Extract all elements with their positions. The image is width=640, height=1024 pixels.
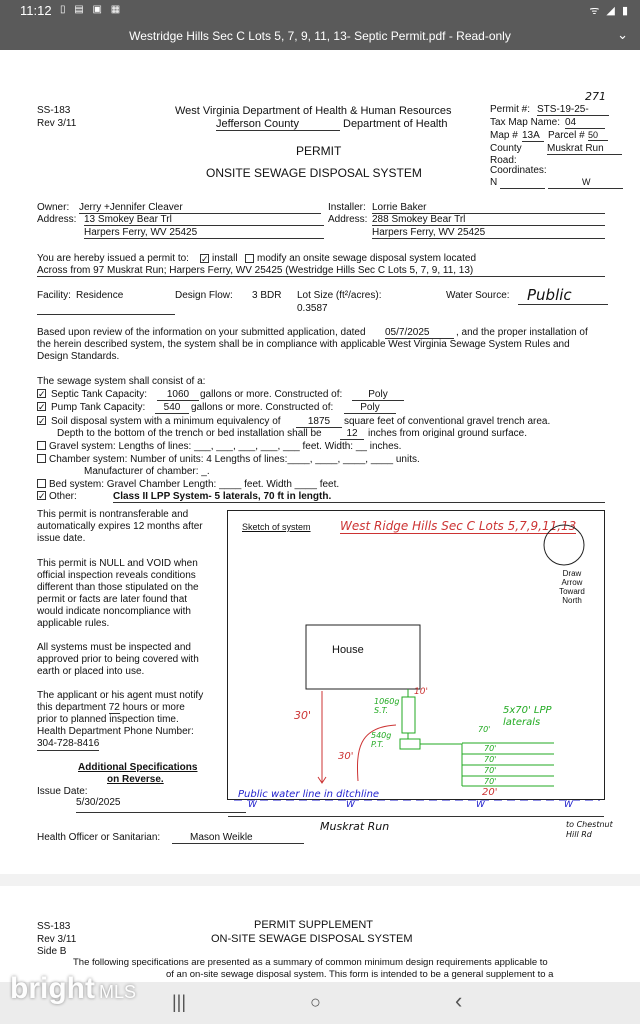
coordinates-label: Coordinates: xyxy=(490,165,547,176)
form-id: SS-183 xyxy=(37,105,71,116)
supplement-side: Side B xyxy=(37,946,67,957)
owner-name: Jerry +Jennifer Cleaver xyxy=(79,202,321,214)
other-checkbox: ✓ xyxy=(38,491,46,501)
watermark-suffix: MLS xyxy=(98,982,136,1002)
watermark-brand: bright xyxy=(10,972,95,1005)
officer-name: Mason Weikle xyxy=(172,832,304,844)
coord-n: N xyxy=(490,177,498,188)
map-value: 13A xyxy=(522,130,544,142)
nontransferable-note: This permit is nontransferable and automatically expires 12 months after issue date. xyxy=(37,509,203,544)
review-text-1b: , and the proper installation of xyxy=(456,327,588,338)
chestnut-hill-label: to Chestnut Hill Rd xyxy=(566,820,613,839)
dept-name: Department of Health xyxy=(343,118,448,130)
issue-date-label: Issue Date: xyxy=(37,786,88,797)
water-w-3: W xyxy=(346,800,355,810)
viewer-titlebar xyxy=(0,22,640,50)
sketch-drawing xyxy=(228,511,606,801)
supplement-subtitle: ON-SITE SEWAGE DISPOSAL SYSTEM xyxy=(211,933,413,945)
lateral-length-5: 70' xyxy=(484,777,497,786)
owner-address-1: 13 Smokey Bear Trl xyxy=(84,214,324,226)
road-label: Muskrat Run xyxy=(320,820,390,833)
form-rev: Rev 3/11 xyxy=(37,118,77,129)
back-button[interactable]: ‹ xyxy=(455,988,463,1013)
issue-date: 5/30/2025 xyxy=(76,797,121,808)
review-text-1: Based upon review of the information on your submitted application, dated xyxy=(37,327,366,338)
dim-20: 20' xyxy=(482,787,498,798)
water-source-value: Public xyxy=(527,286,572,304)
facility-value: Residence xyxy=(76,290,124,301)
issued-text: You are hereby issued a permit to: xyxy=(37,253,189,264)
depth-text: Depth to the bottom of the trench or bed installation shall be xyxy=(57,428,322,439)
dim-10: 10' xyxy=(414,687,428,697)
pump-tank-label: 540g P.T. xyxy=(371,731,392,749)
owner-address-label: Address: xyxy=(37,214,77,225)
permit-number-label: Permit #: xyxy=(490,104,531,115)
septic-capacity: 1060 xyxy=(157,389,199,401)
facility-label: Facility: xyxy=(37,290,71,301)
chevron-down-icon[interactable]: ⌄ xyxy=(617,27,628,42)
gravel-line: Gravel system: Lengths of lines: ___, ___, ___, ___, ___ feet. Width: __ inches. xyxy=(49,441,402,452)
installer-address-1: 288 Smokey Bear Trl xyxy=(372,214,605,226)
parcel-label: Parcel # xyxy=(548,130,585,141)
depth-value: 12 xyxy=(340,428,364,440)
pdf-page[interactable] xyxy=(0,50,640,982)
county-name: Jefferson County xyxy=(216,118,340,131)
inspection-note: All systems must be inspected and approved prior to being covered with earth or placed into use. xyxy=(37,642,199,677)
clock: 11:12 xyxy=(20,3,52,18)
pump-gal-text: gallons or more. Constructed of: xyxy=(191,402,334,413)
other-label: Other: xyxy=(49,491,77,502)
pump-label: Pump Tank Capacity: xyxy=(51,402,146,413)
agency-name: West Virginia Department of Health & Human Resources xyxy=(175,105,452,117)
addl-specs-2: on Reverse. xyxy=(107,774,164,785)
sketch-title: West Ridge Hills Sec C Lots 5,7,9,11,13 xyxy=(340,519,577,533)
north-circle xyxy=(544,525,584,565)
consist-text: The sewage system shall consist of a: xyxy=(37,376,206,387)
officer-label: Health Officer or Sanitarian: xyxy=(37,832,161,843)
lateral-length-3: 70' xyxy=(484,755,497,764)
lot-size-value: 0.3587 xyxy=(297,303,328,314)
lot-size-label: Lot Size (ft²/acres): xyxy=(297,290,382,301)
septic-gal-text: gallons or more. Constructed of: xyxy=(200,389,343,400)
soil-text-2: square feet of conventional gravel trench area. xyxy=(344,416,551,427)
installer-label: Installer: xyxy=(328,202,366,213)
page-title: PERMIT xyxy=(296,144,342,158)
supplement-form-id: SS-183 xyxy=(37,921,71,932)
bed-checkbox xyxy=(37,479,46,488)
system-icons: ᯤ ◢ ▮ xyxy=(589,5,630,17)
notify-note: The applicant or his agent must notify this department 72 hours or more prior to planned inspection time. Health Department Phone Number: 304-728-8416 xyxy=(37,690,204,749)
review-text-2: the herein described system, the system shall be in compliance with applicable West Virginia Sewage System Rules and xyxy=(37,339,570,350)
phone-number: 304-728-8416 xyxy=(37,738,100,749)
soil-text: Soil disposal system with a minimum equivalency of xyxy=(51,416,281,427)
supplement-text-1: The following specifications are presented as a summary of common minimum design requirements applicable to xyxy=(73,957,548,968)
pump-tank xyxy=(400,739,420,749)
design-flow-label: Design Flow: xyxy=(175,290,233,301)
tax-map-label: Tax Map Name: xyxy=(490,117,561,128)
install-label: install xyxy=(212,253,238,264)
owner-address-2: Harpers Ferry, WV 25425 xyxy=(84,227,324,239)
supplement-text-2: of an on-site sewage disposal system. This form is intended to be a general supplement to a xyxy=(166,969,554,980)
installer-address-2: Harpers Ferry, WV 25425 xyxy=(372,227,605,239)
lateral-length-1: 70' xyxy=(478,725,491,734)
page-gap xyxy=(0,874,640,886)
location-text: Across from 97 Muskrat Run; Harpers Ferry, WV 25425 (Westridge Hills Sec C Lots 5, 7, 9, 11, 13) xyxy=(37,265,605,277)
chamber-line: Chamber system: Number of units: 4 Lengths of lines:____, ____, ____, ____ units. xyxy=(49,454,420,465)
parcel-value: 50 xyxy=(588,130,608,141)
recents-button[interactable]: ||| xyxy=(172,992,187,1012)
septic-tank-label: 1060g S.T. xyxy=(374,697,400,715)
review-text-3: Design Standards. xyxy=(37,351,120,362)
permit-number-handwritten: 271 xyxy=(585,90,606,103)
soil-checkbox: ✓ xyxy=(38,416,46,426)
permit-number: STS-19-25- xyxy=(537,104,609,116)
sketch-label: Sketch of system xyxy=(242,522,311,532)
septic-tank xyxy=(402,697,415,733)
lateral-length-2: 70' xyxy=(484,744,497,753)
tax-map-value: 04 xyxy=(565,117,605,129)
install-checkbox: ✓ xyxy=(201,254,209,264)
map-label: Map # xyxy=(490,130,518,141)
house-label: House xyxy=(332,644,364,656)
manufacturer-line: Manufacturer of chamber: _. xyxy=(84,466,210,477)
notification-icons: ▯ ▤ ▣ ▦ xyxy=(60,4,124,15)
document-title: Westridge Hills Sec C Lots 5, 7, 9, 11, 13- Septic Permit.pdf - Read-only xyxy=(129,29,511,43)
coord-w: W xyxy=(582,177,591,187)
septic-label: Septic Tank Capacity: xyxy=(51,389,147,400)
house-outline xyxy=(306,625,420,689)
water-w-5: W xyxy=(564,800,573,810)
addl-specs-1: Additional Specifications xyxy=(78,762,198,773)
installer-address-label: Address: xyxy=(328,214,368,225)
county-road-value: Muskrat Run xyxy=(547,143,622,155)
page-subtitle: ONSITE SEWAGE DISPOSAL SYSTEM xyxy=(206,166,422,180)
modify-checkbox xyxy=(245,254,254,263)
gravel-checkbox xyxy=(37,441,46,450)
bed-line: Bed system: Gravel Chamber Length: ____ feet. Width ____ feet. xyxy=(49,479,340,490)
sketch-of-system xyxy=(227,510,605,800)
installer-name: Lorrie Baker xyxy=(372,202,605,214)
review-date: 05/7/2025 xyxy=(385,327,454,339)
water-w-2: W xyxy=(248,800,257,810)
supplement-rev: Rev 3/11 xyxy=(37,934,77,945)
north-arrow-note: Draw Arrow Toward North xyxy=(559,569,585,605)
water-w-4: W xyxy=(476,800,485,810)
county-road-label: County Road: xyxy=(490,143,522,166)
pump-checkbox: ✓ xyxy=(38,402,46,412)
dim-30-b: 30' xyxy=(338,751,354,762)
dim-30-a: 30' xyxy=(294,709,312,722)
notify-hours: 72 xyxy=(108,702,120,713)
design-flow-value: 3 BDR xyxy=(252,290,282,301)
status-bar xyxy=(0,0,640,22)
void-note: This permit is NULL and VOID when official inspection reveals conditions different than those stipulated on the permit or facts are later found that would indicate noncompliance with applicable rules. xyxy=(37,558,199,629)
pump-capacity: 540 xyxy=(155,402,189,414)
soil-sqft: 1875 xyxy=(296,416,342,428)
owner-label: Owner: xyxy=(37,202,70,213)
laterals-label: 5x70' LPP laterals xyxy=(503,705,552,728)
home-button[interactable]: ○ xyxy=(310,992,321,1012)
depth-text-2: inches from original ground surface. xyxy=(368,428,527,439)
water-source-label: Water Source: xyxy=(446,290,510,301)
water-line-label: Public water line in ditchline xyxy=(238,789,380,800)
lateral-length-4: 70' xyxy=(484,766,497,775)
septic-material: Poly xyxy=(352,389,404,401)
modify-label: modify an onsite sewage disposal system located xyxy=(257,253,477,264)
bright-mls-watermark xyxy=(10,972,136,1006)
chamber-checkbox xyxy=(37,454,46,463)
other-value: Class II LPP System- 5 laterals, 70 ft in length. xyxy=(113,491,605,503)
pump-material: Poly xyxy=(344,402,396,414)
supplement-title: PERMIT SUPPLEMENT xyxy=(254,919,373,931)
septic-checkbox: ✓ xyxy=(38,389,46,399)
